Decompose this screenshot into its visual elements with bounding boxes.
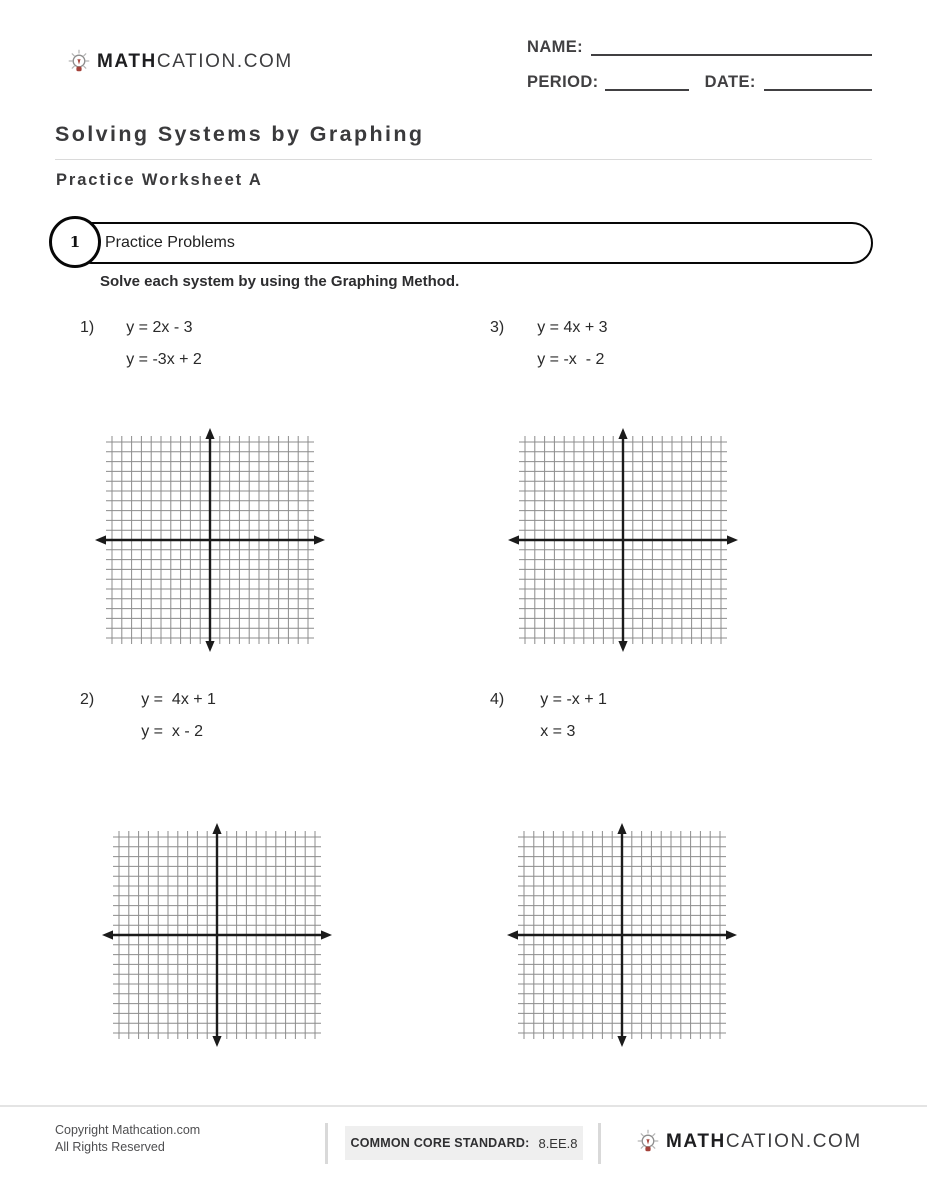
date-label: DATE: (704, 72, 756, 91)
standard-value: 8.EE.8 (538, 1135, 578, 1151)
name-label: NAME: (527, 37, 584, 56)
logo-rest-part: CATION.COM (725, 1130, 862, 1152)
problem-3-equation-1: y = 4x + 3 (537, 319, 608, 336)
period-fill-line (605, 69, 689, 91)
problem-4-number: 4) (490, 691, 505, 708)
copyright-text (55, 1122, 200, 1156)
period-label: PERIOD: (527, 72, 599, 91)
name-field-row (527, 34, 872, 56)
footer-mathcation-logo (637, 1128, 862, 1155)
instruction-text: Solve each system by using the Graphing Method. (100, 273, 460, 290)
logo-bold-part: MATH (666, 1130, 726, 1152)
problem-3 (490, 317, 608, 371)
section-header-pill (70, 222, 873, 264)
section-number-badge (49, 216, 101, 268)
section-title: Practice Problems (105, 234, 235, 251)
lightbulb-icon (68, 48, 90, 75)
logo-wordmark (97, 51, 293, 73)
logo-bold-part: MATH (97, 50, 157, 72)
problem-2-number: 2) (80, 691, 95, 708)
title-divider (55, 159, 872, 160)
footer-divider (0, 1105, 927, 1107)
worksheet-subtitle: Practice Worksheet A (56, 171, 263, 189)
coordinate-grid-4 (507, 823, 737, 1047)
standard-label: COMMON CORE STANDARD: (350, 1136, 530, 1150)
problem-1-number: 1) (80, 319, 95, 336)
page-title: Solving Systems by Graphing (55, 122, 425, 146)
common-core-standard-box (345, 1126, 583, 1160)
problem-4-equation-1: y = -x + 1 (540, 691, 607, 708)
problem-2-equation-1: y = 4x + 1 (141, 691, 216, 708)
problem-1 (80, 317, 202, 371)
logo-wordmark (666, 1131, 862, 1153)
period-date-row (527, 69, 872, 91)
section-number: 1 (69, 233, 81, 251)
problem-4-equation-2: x = 3 (540, 723, 576, 740)
problem-4 (490, 689, 607, 743)
date-fill-line (764, 69, 872, 91)
coordinate-grid-1 (95, 428, 325, 652)
coordinate-grid-2 (508, 428, 738, 652)
logo-rest-part: CATION.COM (156, 50, 293, 72)
problem-3-equation-2: y = -x - 2 (537, 351, 605, 368)
problem-1-equation-1: y = 2x - 3 (126, 319, 193, 336)
copyright-line-1: Copyright Mathcation.com (55, 1123, 201, 1137)
problem-1-equation-2: y = -3x + 2 (126, 351, 202, 368)
problem-2-equation-2: y = x - 2 (141, 723, 204, 740)
coordinate-grid-3 (102, 823, 332, 1047)
lightbulb-icon (637, 1128, 659, 1155)
name-fill-line (591, 34, 872, 56)
problem-2 (80, 689, 216, 743)
mathcation-logo (68, 48, 293, 75)
problem-3-number: 3) (490, 319, 505, 336)
footer-separator-left (325, 1123, 328, 1164)
copyright-line-2: All Rights Reserved (55, 1140, 165, 1154)
footer-separator-right (598, 1123, 601, 1164)
